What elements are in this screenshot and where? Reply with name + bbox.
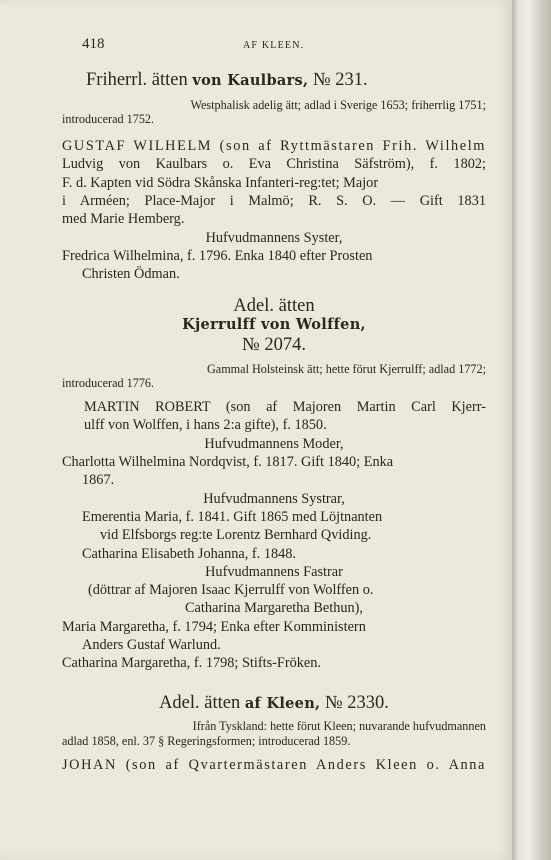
entry-line: Charlotta Wilhelmina Nordqvist, f. 1817. Gift 1840; Enka xyxy=(62,454,394,470)
intro-line: Ifrån Tyskland: hette förut Kleen; nuvarande hufvudmannen xyxy=(192,719,486,733)
relation-heading: Hufvudmannens Moder, xyxy=(204,436,344,452)
title-prefix: Adel. ätten xyxy=(159,693,241,713)
running-head: AF KLEEN. xyxy=(243,40,305,51)
relation-heading: Hufvudmannens Systrar, xyxy=(203,491,345,507)
page-edge xyxy=(512,0,551,860)
section-title-wolffen: Adel. ätten xyxy=(233,296,315,316)
family-number: № 2330. xyxy=(325,693,389,713)
section-title-kleen xyxy=(62,694,486,713)
entry-line: ulff von Wolffen, i hans 2:a gifte), f. 1850. xyxy=(84,417,327,433)
entry-line: Catharina Elisabeth Johanna, f. 1848. xyxy=(82,546,296,562)
entry-line: Catharina Margaretha Bethun), xyxy=(185,600,363,616)
intro-line: Westphalisk adelig ätt; adlad i Sverige 1653; friherrlig 1751; xyxy=(190,98,486,112)
entry-line: Maria Margaretha, f. 1794; Enka efter Komministern xyxy=(62,619,366,635)
family-name: af Kleen, xyxy=(244,695,321,712)
entry-line: Ludvig von Kaulbars o. Eva Christina Säfström), f. 1802; xyxy=(62,156,486,172)
entry-line: Fredrica Wilhelmina, f. 1796. Enka 1840 efter Prosten xyxy=(62,248,373,264)
entry-line: JOHAN (son af Qvartermästaren Anders Kleen o. Anna xyxy=(62,757,486,773)
title-prefix: Friherrl. ätten xyxy=(86,70,188,90)
entry-line: (döttrar af Majoren Isaac Kjerrulff von Wolffen o. xyxy=(88,582,374,598)
entry-line: Christen Ödman. xyxy=(82,266,180,282)
entry-line: MARTIN ROBERT (son af Majoren Martin Carl Kjerr- xyxy=(84,399,486,415)
section-title-kaulbars xyxy=(86,71,368,90)
page-number: 418 xyxy=(82,36,105,52)
family-name: von Kaulbars, xyxy=(192,72,309,89)
relation-heading: Hufvudmannens Fastrar xyxy=(205,564,343,580)
family-name: Kjerrulff von Wolffen, xyxy=(182,316,366,333)
family-number: № 2074. xyxy=(242,335,306,355)
entry-line: 1867. xyxy=(82,472,115,488)
intro-line: introducerad 1776. xyxy=(62,376,155,390)
entry-line: med Marie Hemberg. xyxy=(62,211,185,227)
relation-heading: Hufvudmannens Syster, xyxy=(205,230,343,246)
entry-line: Catharina Margaretha, f. 1798; Stifts-Fröken. xyxy=(62,655,322,671)
entry-line: GUSTAF WILHELM (son af Ryttmästaren Frih. Wilhelm xyxy=(62,138,486,154)
entry-line: F. d. Kapten vid Södra Skånska Infanteri-reg:tet; Major xyxy=(62,175,379,191)
intro-line: adlad 1858, enl. 37 § Regeringsformen; introducerad 1859. xyxy=(62,734,351,748)
entry-line: Emerentia Maria, f. 1841. Gift 1865 med Löjtnanten xyxy=(82,509,383,525)
intro-line: Gammal Holsteinsk ätt; hette förut Kjerrulff; adlad 1772; xyxy=(206,362,486,376)
entry-line: i Arméen; Place-Major i Malmö; R. S. O. — Gift 1831 xyxy=(62,193,486,209)
entry-line: Anders Gustaf Warlund. xyxy=(82,637,221,653)
family-number: № 231. xyxy=(313,70,368,90)
entry-line: vid Elfsborgs reg:te Lorentz Bernhard Qviding. xyxy=(100,527,372,543)
intro-line: introducerad 1752. xyxy=(62,112,155,126)
